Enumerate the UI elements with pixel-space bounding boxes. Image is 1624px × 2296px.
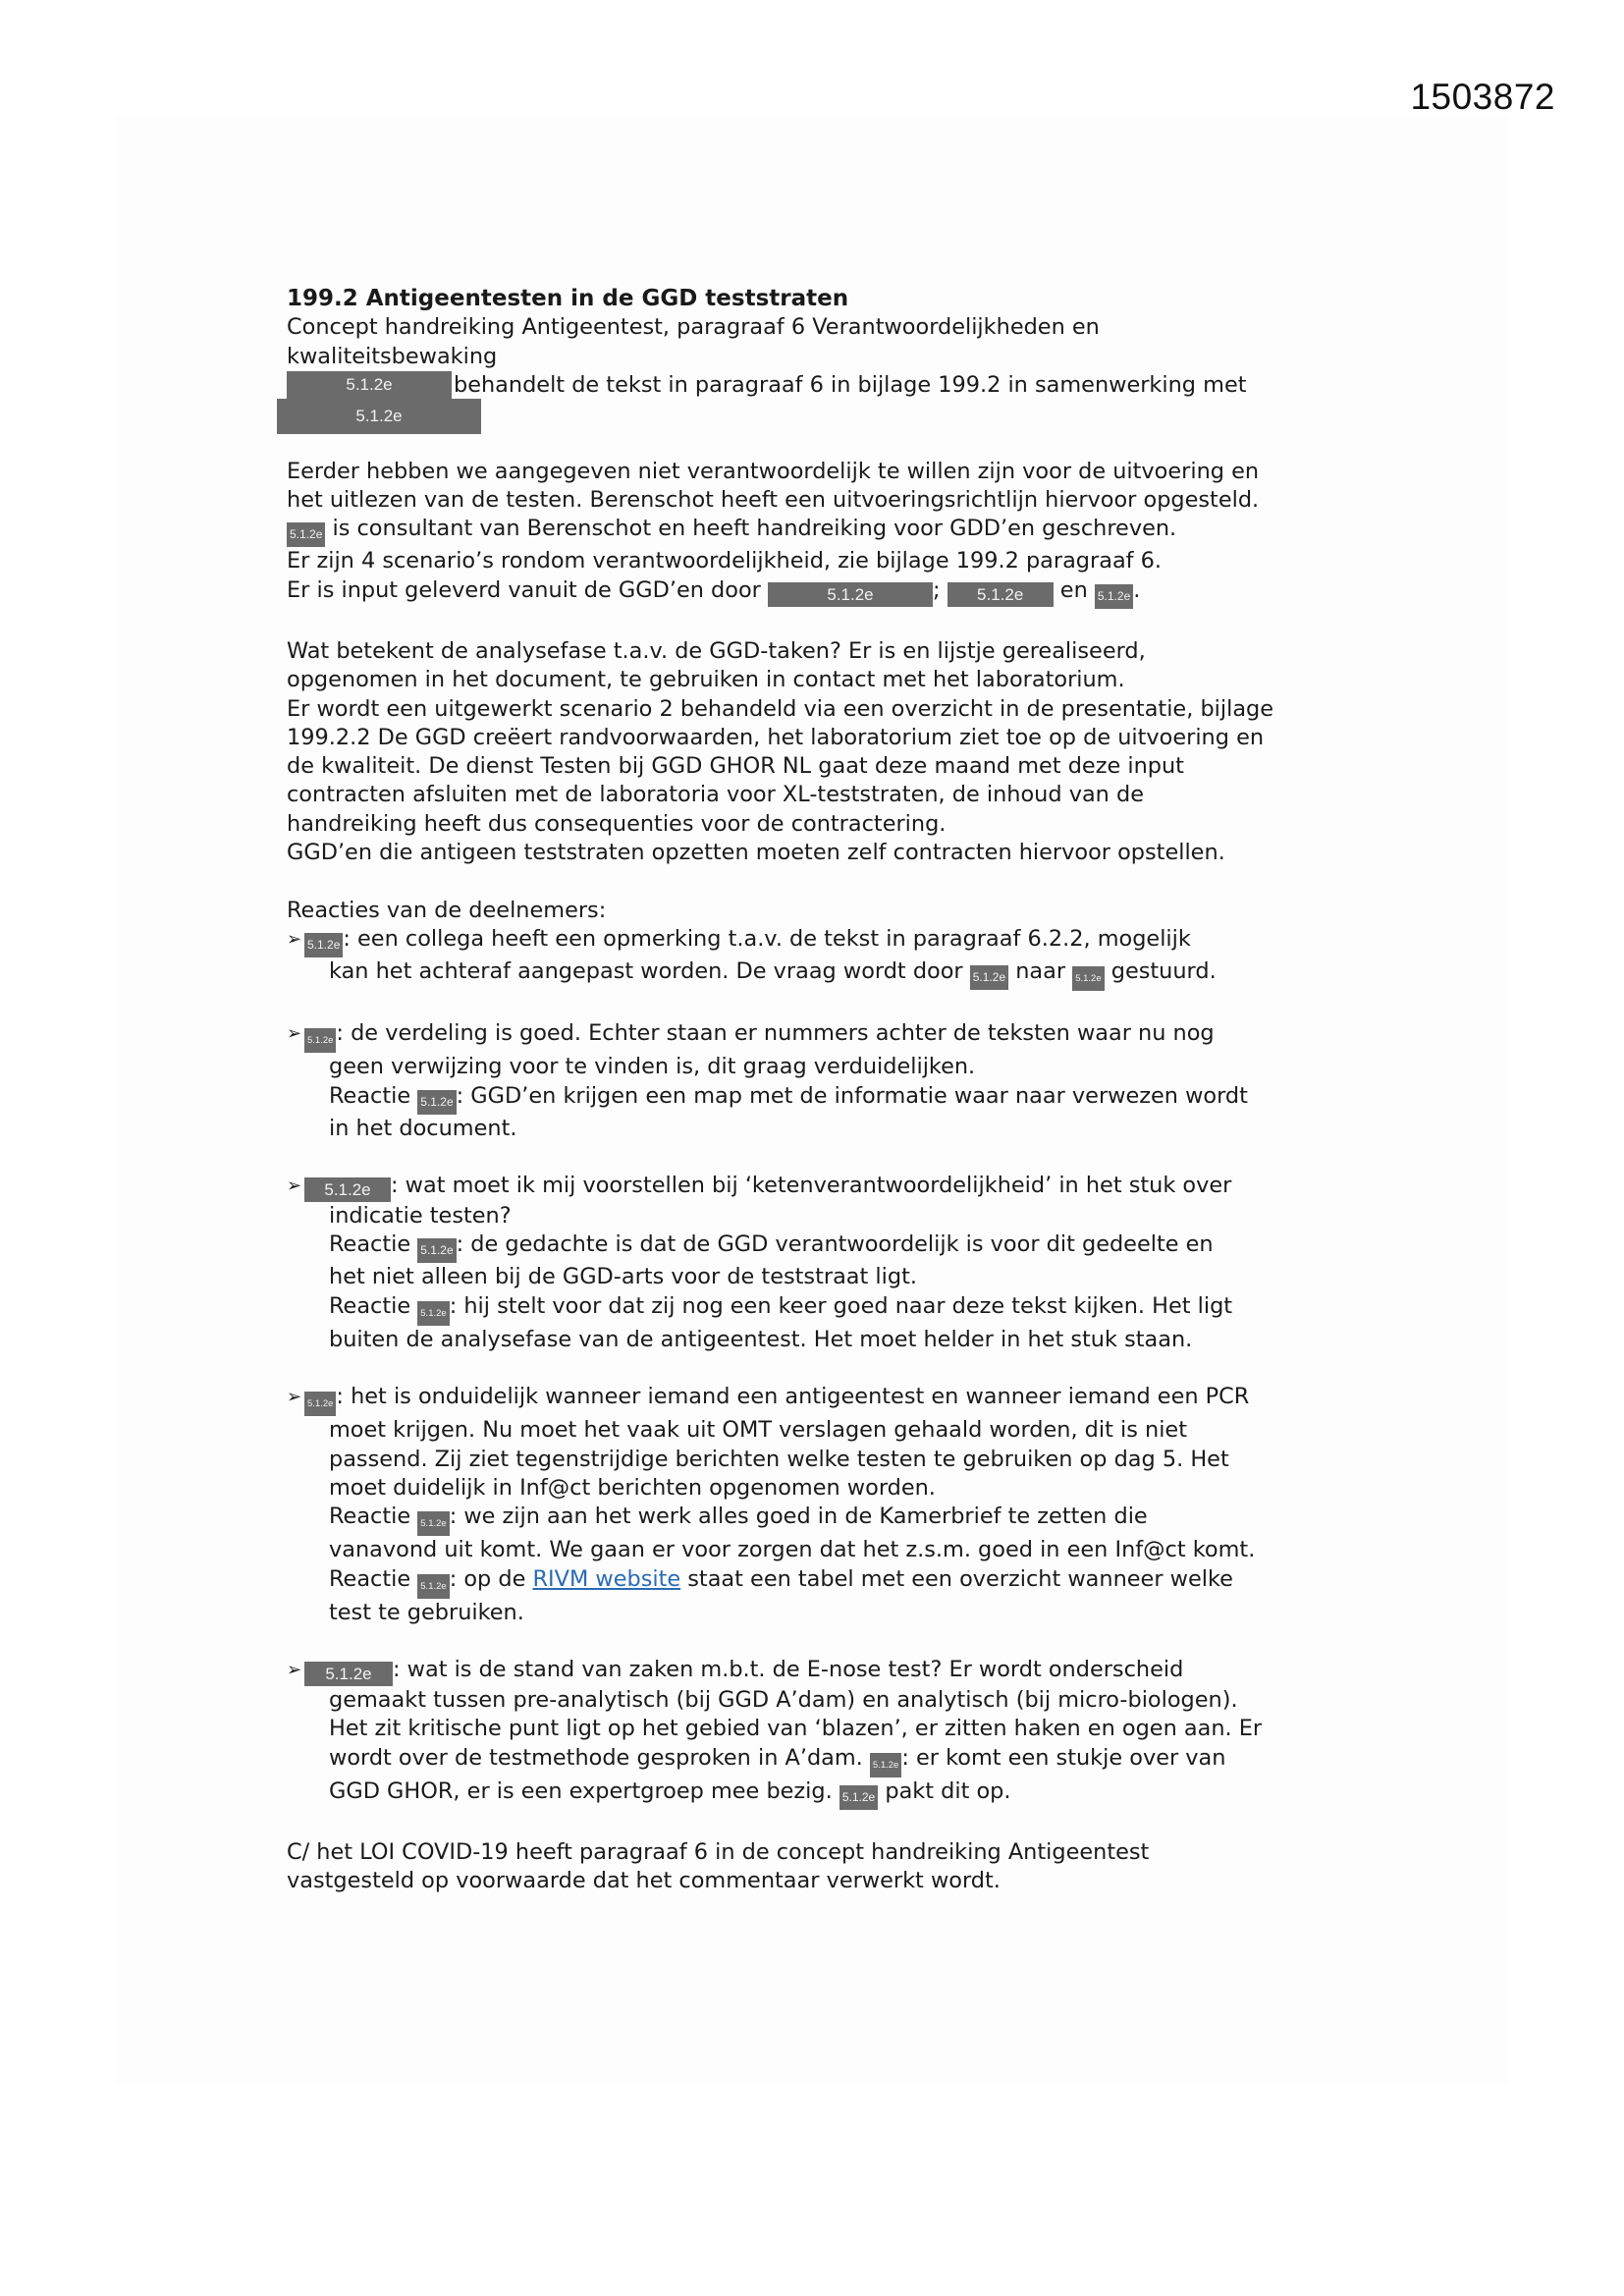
redaction-box: 5.1.2e [417,1574,449,1599]
redaction-box: 5.1.2e [1095,584,1133,609]
paragraph-line: handreiking heeft dus consequenties voor de contractering. [287,810,947,837]
redaction-box: 5.1.2e [304,1028,336,1053]
section-title: 199.2 Antigeentesten in de GGD teststraten [287,286,849,311]
redaction-box: 5.1.2e [287,371,452,399]
paragraph-line: Wat betekent de analysefase t.a.v. de GGD-taken? Er is en lijstje gerealiseerd, [287,637,1146,664]
redaction-box: 5.1.2e [839,1785,878,1810]
arrow-bullet-icon: ➢ [287,1023,302,1045]
arrow-bullet-icon: ➢ [287,928,302,950]
section-subtitle: kwaliteitsbewaking [287,343,498,369]
paragraph-line: 5.1.2e is consultant van Berenschot en heeft handreiking voor GDD’en geschreven. [287,515,1377,547]
redaction-box: 5.1.2e [304,1177,391,1202]
reaction-item: ➢ 5.1.2e : de verdeling is goed. Echter staan er nummers achter de teksten waar nu nog geen verwijzing voor te vinden is, dit graag verduidelijken. Reactie 5.1.2e : GGD’en krijgen een map met de informatie waar naar verwezen wordt in het document. [287,1020,1248,1141]
document-body [287,285,1377,1896]
redaction-box: 5.1.2e [417,1238,456,1263]
paragraph-line: de kwaliteit. De dienst Testen bij GGD GHOR NL gaat deze maand met deze input [287,753,1184,780]
redaction-box: 5.1.2e [870,1753,901,1777]
paragraph-line: opgenomen in het document, te gebruiken in contact met het laboratorium. [287,667,1125,693]
arrow-bullet-icon: ➢ [287,1660,302,1681]
section-subtitle: Concept handreiking Antigeentest, paragraaf 6 Verantwoordelijkheden en [287,314,1100,341]
paragraph-line: contracten afsluiten met de laboratoria voor XL-teststraten, de inhoud van de [287,782,1144,808]
redaction-box: 5.1.2e [417,1301,449,1326]
reactions-heading: Reacties van de deelnemers: [287,897,607,923]
intro-text: behandelt de tekst in paragraaf 6 in bijlage 199.2 in samenwerking met [454,371,1247,398]
redaction-box: 5.1.2e [304,1392,336,1416]
paragraph-line: Eerder hebben we aangegeven niet verantwoordelijk te willen zijn voor de uitvoering en [287,458,1260,484]
reaction-item: ➢ 5.1.2e : wat moet ik mij voorstellen bij ‘ketenverantwoordelijkheid’ in het stuk over indicatie testen? Reactie 5.1.2e : de gedachte is dat de GGD verantwoordelijk is voor dit gedeelte en het niet alleen bij de GGD-arts voor de teststraat ligt. Reactie 5.1.2e : hij stelt voor dat zij nog een keer goed naar deze tekst kijken. Het ligt buiten de analysefase van de antigeentest. Het moet helder in het stuk staan. [287,1173,1233,1352]
conclusion-line: C/ het LOI COVID-19 heeft paragraaf 6 in de concept handreiking Antigeentest [287,1838,1150,1865]
reaction-item: ➢ 5.1.2e : een collega heeft een opmerking t.a.v. de tekst in paragraaf 6.2.2, mogelijk kan het achteraf aangepast worden. De vraag wordt door 5.1.2e naar 5.1.2e gestuurd. [287,925,1377,991]
paragraph-line: Er zijn 4 scenario’s rondom verantwoordelijkheid, zie bijlage 199.2 paragraaf 6. [287,548,1163,574]
redaction-box: 5.1.2e [768,582,933,607]
arrow-bullet-icon: ➢ [287,1387,302,1408]
document-number: 1503872 [1410,77,1555,117]
redaction-box: 5.1.2e [1072,966,1104,991]
redaction-box: 5.1.2e [970,965,1008,990]
paragraph-line: 199.2.2 De GGD creëert randvoorwaarden, het laboratorium ziet toe op de uitvoering en [287,724,1265,750]
rivm-website-link[interactable]: RIVM website [532,1565,681,1592]
paragraph-line: het uitlezen van de testen. Berenschot heeft een uitvoeringsrichtlijn hiervoor opgesteld. [287,487,1260,514]
paragraph-line: GGD’en die antigeen teststraten opzetten moeten zelf contracten hiervoor opstellen. [287,840,1225,866]
redaction-box: 5.1.2e [417,1511,449,1536]
reaction-item: ➢ 5.1.2e : wat is de stand van zaken m.b.t. de E-nose test? Er wordt onderscheid gemaakt tussen pre-analytisch (bij GGD A’dam) en analytisch (bij micro-biologen). Het zit kritische punt ligt op het gebied van ‘blazen’, er zitten haken en ogen aan. Er wordt over de testmethode gesproken in A’dam. 5.1.2e : er komt een stukje over van GGD GHOR, er is een expertgroep mee bezig. 5.1.2e pakt dit op. [287,1656,1377,1810]
conclusion-line: vastgesteld op voorwaarde dat het commentaar verwerkt wordt. [287,1868,1001,1894]
redaction-box: 5.1.2e [304,933,343,957]
redaction-box: 5.1.2e [947,582,1054,607]
redaction-box: 5.1.2e [417,1090,456,1115]
reaction-item: ➢ 5.1.2e : het is onduidelijk wanneer iemand een antigeentest en wanneer iemand een PCR moet krijgen. Nu moet het vaak uit OMT verslagen gehaald worden, dit is niet passend. Zij ziet tegenstrijdige berichten welke testen te gebruiken op dag 5. Het moet duidelijk in Inf@ct berichten opgenomen worden. Reactie 5.1.2e : we zijn aan het werk alles goed in de Kamerbrief te zetten die vanavond uit komt. We gaan er voor zorgen dat het z.s.m. goed in een Inf@ct komt. Reactie 5.1.2e : op de RIVM website staat een tabel met een overzicht wanneer welke test te gebruiken. [287,1384,1256,1625]
arrow-bullet-icon: ➢ [287,1175,302,1197]
paragraph-line: Er is input geleverd vanuit de GGD’en door 5.1.2e ; 5.1.2e en 5.1.2e . [287,576,1377,609]
paragraph-line: Er wordt een uitgewerkt scenario 2 behandeld via een overzicht in de presentatie, bijlage [287,695,1274,722]
redaction-box: 5.1.2e [277,399,481,434]
redaction-box: 5.1.2e [304,1662,393,1686]
redaction-box: 5.1.2e [287,522,325,547]
